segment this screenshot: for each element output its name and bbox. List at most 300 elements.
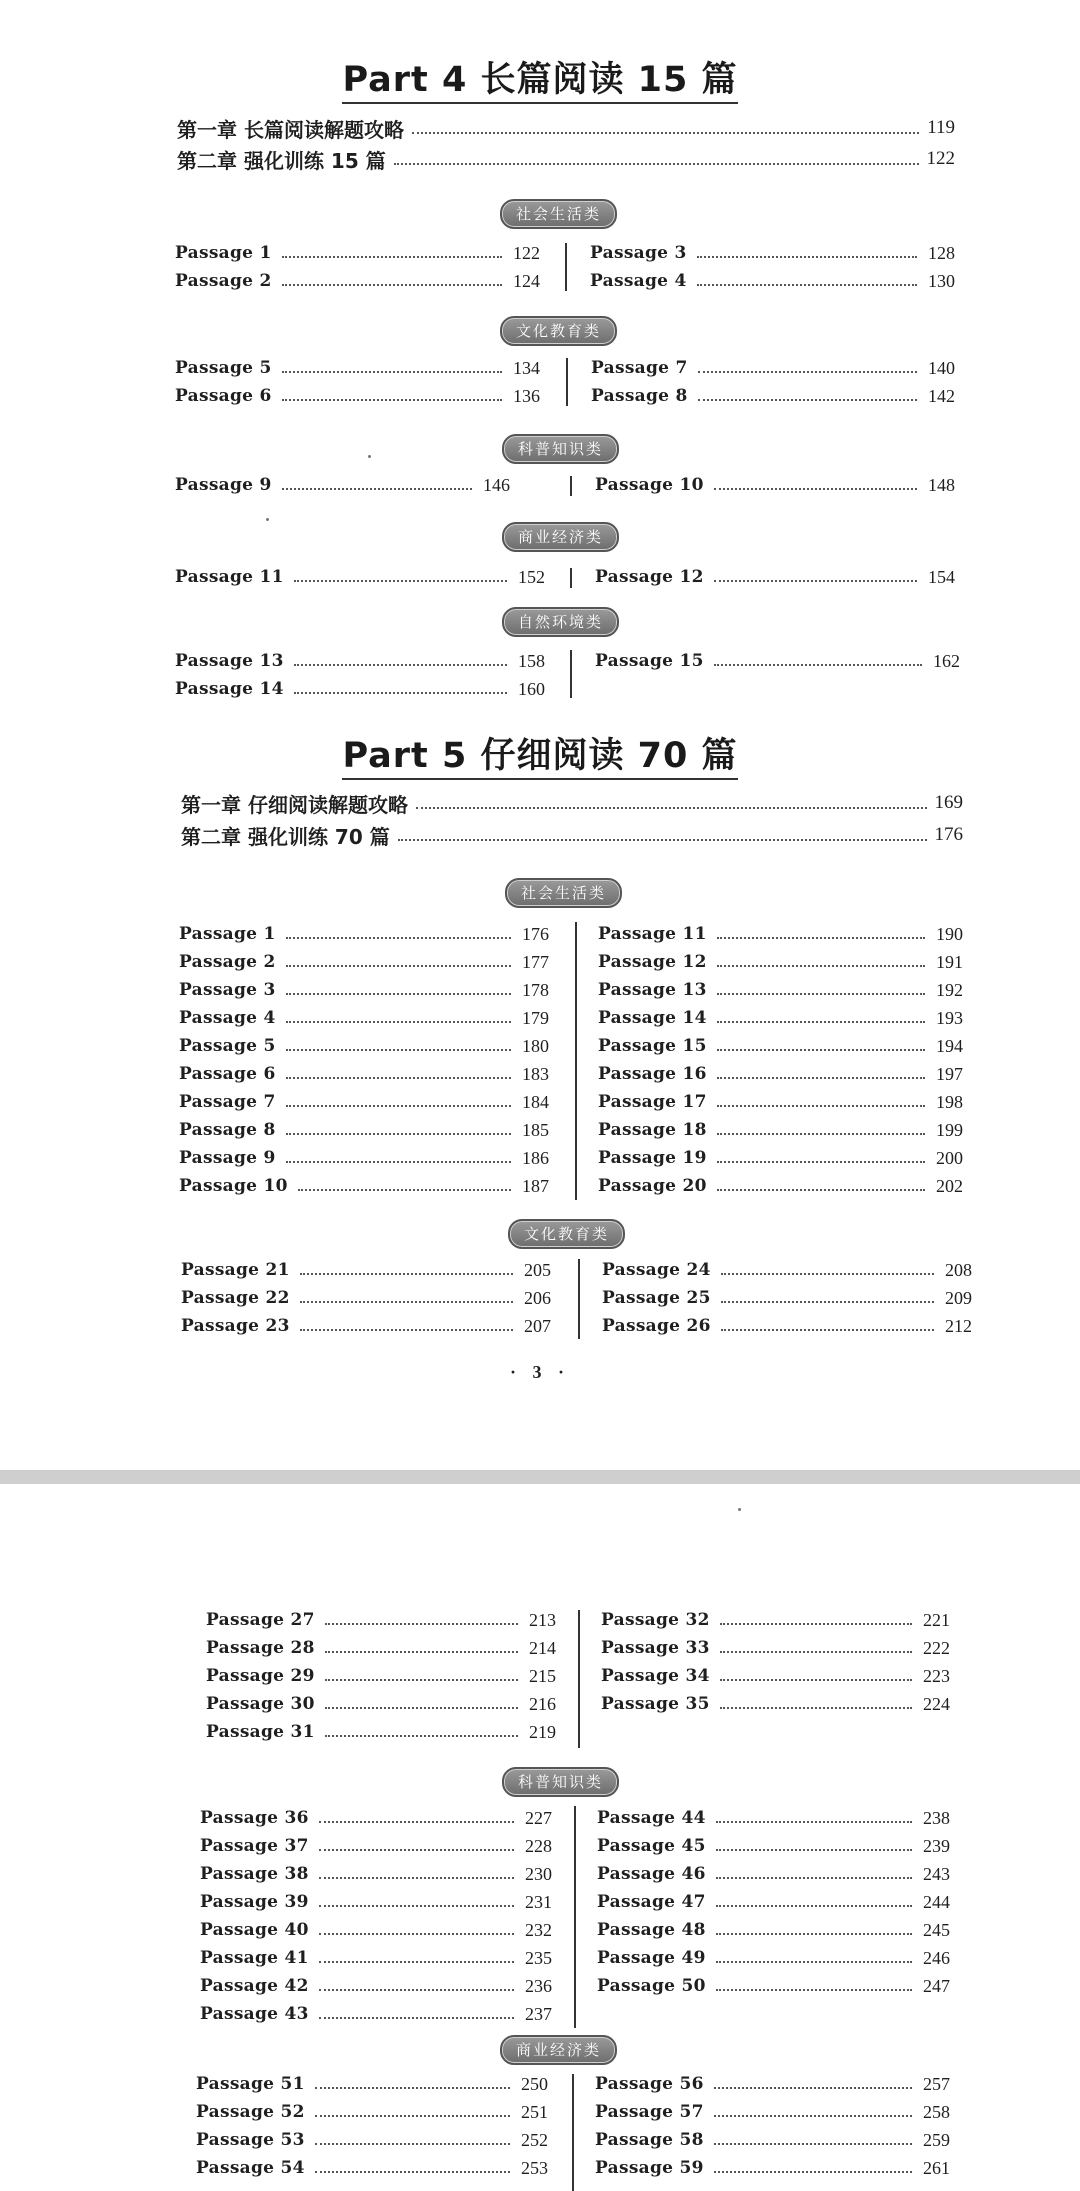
toc-entry[interactable] [179, 1172, 549, 1200]
passage-title: Passage 40 [200, 1920, 309, 1940]
page-number: 235 [525, 1947, 552, 1968]
passage-title: Passage 49 [597, 1948, 706, 1968]
passage-title: Passage 23 [181, 1316, 290, 1336]
passage-title: Passage 4 [590, 271, 687, 291]
column-divider [570, 476, 572, 496]
dot-leader [319, 1989, 514, 1991]
chapter-link[interactable] [177, 112, 955, 144]
passage-title: Passage 35 [601, 1694, 710, 1714]
toc-entry[interactable] [206, 1690, 556, 1718]
passage-title: Passage 24 [602, 1260, 711, 1280]
section-badge: 社会生活类 [505, 878, 622, 908]
page-number: 176 [522, 923, 549, 944]
passage-title: Passage 47 [597, 1892, 706, 1912]
page-number: 231 [525, 1891, 552, 1912]
passage-title: Passage 37 [200, 1836, 309, 1856]
passage-title: Passage 57 [595, 2102, 704, 2122]
passage-title: Passage 30 [206, 1694, 315, 1714]
toc-entry[interactable] [598, 1144, 963, 1172]
toc-entry[interactable] [206, 1662, 556, 1690]
passage-title: Passage 56 [595, 2074, 704, 2094]
dot-leader [721, 1301, 934, 1303]
toc-entry[interactable] [598, 920, 963, 948]
page-number: 223 [923, 1665, 950, 1686]
passage-title: Passage 2 [175, 271, 272, 291]
dot-leader [717, 1161, 925, 1163]
dot-leader [714, 580, 917, 582]
toc-entry[interactable] [175, 354, 540, 382]
dot-leader [325, 1679, 518, 1681]
passage-title: Passage 31 [206, 1722, 315, 1742]
page-number: 238 [923, 1807, 950, 1828]
passage-title: Passage 5 [175, 358, 272, 378]
toc-entry[interactable] [179, 1004, 549, 1032]
toc-entry[interactable] [591, 382, 955, 410]
passage-title: Passage 48 [597, 1920, 706, 1940]
page-number: 205 [524, 1259, 551, 1280]
page-number: 124 [513, 270, 540, 291]
toc-entry[interactable] [597, 1888, 950, 1916]
page-number: 219 [529, 1721, 556, 1742]
dot-leader [298, 1189, 511, 1191]
toc-column [597, 1804, 950, 2000]
chapter-page: 119 [927, 117, 955, 138]
toc-column [595, 563, 955, 591]
dot-leader [315, 2087, 510, 2089]
toc-entry[interactable] [175, 647, 545, 675]
chapter-page: 176 [934, 824, 963, 845]
column-divider [578, 1610, 580, 1748]
dot-leader [716, 1933, 912, 1935]
passage-title: Passage 6 [179, 1064, 276, 1084]
passage-title: Passage 33 [601, 1638, 710, 1658]
dot-leader [412, 132, 919, 134]
column-divider [570, 568, 572, 588]
toc-entry[interactable] [200, 1944, 552, 1972]
passage-title: Passage 42 [200, 1976, 309, 1996]
page-number: 236 [525, 1975, 552, 1996]
dot-leader [282, 399, 502, 401]
dot-leader [319, 1877, 514, 1879]
passage-title: Passage 52 [196, 2102, 305, 2122]
toc-column [595, 471, 955, 499]
dot-leader [716, 1849, 912, 1851]
chapter-label: 第二章 强化训练 15 篇 [177, 148, 386, 173]
toc-entry[interactable] [200, 1860, 552, 1888]
passage-title: Passage 9 [179, 1148, 276, 1168]
passage-title: Passage 39 [200, 1892, 309, 1912]
passage-title: Passage 1 [175, 243, 272, 263]
passage-title: Passage 1 [179, 924, 276, 944]
toc-entry[interactable] [591, 354, 955, 382]
passage-title: Passage 26 [602, 1316, 711, 1336]
toc-entry[interactable] [181, 1284, 551, 1312]
dot-leader [294, 692, 507, 694]
toc-entry[interactable] [179, 976, 549, 1004]
passage-title: Passage 32 [601, 1610, 710, 1630]
page-number: 245 [923, 1919, 950, 1940]
toc-entry[interactable] [179, 1144, 549, 1172]
page-number: 252 [521, 2129, 548, 2150]
passage-title: Passage 11 [175, 567, 284, 587]
section-badge: 文化教育类 [508, 1219, 625, 1249]
toc-entry[interactable] [602, 1284, 972, 1312]
scan-speck [738, 1508, 741, 1511]
passage-title: Passage 8 [179, 1120, 276, 1140]
passage-title: Passage 3 [590, 243, 687, 263]
passage-title: Passage 38 [200, 1864, 309, 1884]
dot-leader [325, 1735, 518, 1737]
toc-column [175, 563, 545, 591]
page-number: 209 [945, 1287, 972, 1308]
toc-entry[interactable] [595, 2098, 950, 2126]
dot-leader [721, 1273, 934, 1275]
dot-leader [717, 1077, 925, 1079]
toc-entry[interactable] [179, 920, 549, 948]
toc-column [175, 471, 510, 499]
chapter-link[interactable] [181, 819, 963, 851]
page-number: 243 [923, 1863, 950, 1884]
passage-title: Passage 2 [179, 952, 276, 972]
toc-entry[interactable] [597, 1804, 950, 1832]
passage-title: Passage 41 [200, 1948, 309, 1968]
toc-entry[interactable] [598, 1004, 963, 1032]
section-badge: 社会生活类 [500, 199, 617, 229]
chapter-label: 第一章 长篇阅读解题攻略 [177, 117, 404, 142]
column-divider [566, 358, 568, 406]
page-number: 213 [529, 1609, 556, 1630]
dot-leader [282, 284, 502, 286]
column-divider [575, 922, 577, 1200]
dot-leader [714, 2087, 912, 2089]
dot-leader [300, 1273, 513, 1275]
passage-title: Passage 20 [598, 1176, 707, 1196]
passage-title: Passage 7 [179, 1092, 276, 1112]
passage-title: Passage 15 [598, 1036, 707, 1056]
toc-entry[interactable] [601, 1690, 950, 1718]
toc-entry[interactable] [196, 2154, 548, 2182]
chapter-link[interactable] [181, 787, 963, 819]
toc-entry[interactable] [206, 1606, 556, 1634]
chapter-link[interactable] [177, 143, 955, 175]
toc-entry[interactable] [175, 239, 540, 267]
passage-title: Passage 46 [597, 1864, 706, 1884]
dot-leader [714, 488, 917, 490]
page-number: 146 [483, 474, 510, 495]
dot-leader [325, 1651, 518, 1653]
passage-title: Passage 36 [200, 1808, 309, 1828]
page-number: 215 [529, 1665, 556, 1686]
toc-entry[interactable] [181, 1256, 551, 1284]
page-number: 239 [923, 1835, 950, 1856]
dot-leader [315, 2143, 510, 2145]
toc-entry[interactable] [598, 976, 963, 1004]
passage-title: Passage 12 [598, 952, 707, 972]
part4-title [0, 52, 1080, 102]
toc-column [595, 2070, 950, 2182]
toc-column [206, 1606, 556, 1746]
page-number: 152 [518, 566, 545, 587]
dot-leader [325, 1707, 518, 1709]
page-number: 224 [923, 1693, 950, 1714]
dot-leader [286, 1049, 511, 1051]
toc-entry[interactable] [595, 647, 960, 675]
passage-title: Passage 43 [200, 2004, 309, 2024]
passage-title: Passage 4 [179, 1008, 276, 1028]
toc-entry[interactable] [175, 675, 545, 703]
toc-column [598, 920, 963, 1200]
page-number: 194 [936, 1035, 963, 1056]
dot-leader [717, 993, 925, 995]
part5-title [0, 728, 1080, 778]
passage-title: Passage 25 [602, 1288, 711, 1308]
passage-title: Passage 16 [598, 1064, 707, 1084]
dot-leader [286, 1105, 511, 1107]
toc-entry[interactable] [179, 1088, 549, 1116]
toc-entry[interactable] [595, 2126, 950, 2154]
toc-entry[interactable] [598, 1116, 963, 1144]
dot-leader [294, 664, 507, 666]
page-number: 230 [525, 1863, 552, 1884]
toc-entry[interactable] [200, 1972, 552, 2000]
chapter-page: 122 [926, 148, 955, 169]
toc-entry[interactable] [597, 1944, 950, 1972]
dot-leader [282, 488, 472, 490]
toc-entry[interactable] [597, 1972, 950, 2000]
passage-title: Passage 51 [196, 2074, 305, 2094]
dot-leader [720, 1651, 912, 1653]
page-number: 237 [525, 2003, 552, 2024]
toc-entry[interactable] [590, 267, 955, 295]
dot-leader [416, 807, 927, 809]
toc-entry[interactable] [597, 1916, 950, 1944]
toc-entry[interactable] [595, 471, 955, 499]
dot-leader [319, 2017, 514, 2019]
page-number: 246 [923, 1947, 950, 1968]
dot-leader [720, 1679, 912, 1681]
passage-title: Passage 5 [179, 1036, 276, 1056]
toc-entry[interactable] [200, 1804, 552, 1832]
scan-speck [266, 518, 269, 521]
toc-entry[interactable] [179, 948, 549, 976]
passage-title: Passage 50 [597, 1976, 706, 1996]
passage-title: Passage 10 [179, 1176, 288, 1196]
page-number: 191 [936, 951, 963, 972]
toc-entry[interactable] [196, 2126, 548, 2154]
page-number: 128 [928, 242, 955, 263]
dot-leader [717, 1049, 925, 1051]
toc-entry[interactable] [595, 563, 955, 591]
page-number: 212 [945, 1315, 972, 1336]
section-badge: 自然环境类 [502, 607, 619, 637]
page-number: 216 [529, 1693, 556, 1714]
page-number: 214 [529, 1637, 556, 1658]
toc-column [175, 239, 540, 295]
dot-leader [716, 1961, 912, 1963]
dot-leader [325, 1623, 518, 1625]
column-divider [572, 2074, 574, 2191]
toc-entry[interactable] [598, 1088, 963, 1116]
dot-leader [717, 937, 925, 939]
dot-leader [286, 1161, 511, 1163]
toc-entry[interactable] [200, 1888, 552, 1916]
page-number: 158 [518, 650, 545, 671]
page-number: 253 [521, 2157, 548, 2178]
dot-leader [721, 1329, 934, 1331]
page-number: 199 [936, 1119, 963, 1140]
toc-entry[interactable] [206, 1718, 556, 1746]
part4-title-text: Part 4 长篇阅读 15 篇 [342, 60, 737, 104]
page-number: 257 [923, 2073, 950, 2094]
toc-entry[interactable] [595, 2070, 950, 2098]
toc-entry[interactable] [196, 2098, 548, 2126]
passage-title: Passage 22 [181, 1288, 290, 1308]
toc-entry[interactable] [200, 2000, 552, 2028]
page-number: 192 [936, 979, 963, 1000]
page-number: 222 [923, 1637, 950, 1658]
toc-entry[interactable] [601, 1662, 950, 1690]
dot-leader [698, 371, 917, 373]
dot-leader [720, 1623, 912, 1625]
page-number: 259 [923, 2129, 950, 2150]
toc-column [196, 2070, 548, 2182]
toc-entry[interactable] [602, 1256, 972, 1284]
dot-leader [319, 1821, 514, 1823]
toc-entry[interactable] [179, 1032, 549, 1060]
chapter-label: 第一章 仔细阅读解题攻略 [181, 792, 408, 817]
section-badge: 文化教育类 [500, 316, 617, 346]
passage-title: Passage 8 [591, 386, 688, 406]
page-separator [0, 1470, 1080, 1484]
dot-leader [294, 580, 507, 582]
toc-column [175, 354, 540, 410]
dot-leader [714, 2115, 912, 2117]
page-number: 202 [936, 1175, 963, 1196]
section-badge: 商业经济类 [502, 522, 619, 552]
page-number: 208 [945, 1259, 972, 1280]
passage-title: Passage 7 [591, 358, 688, 378]
dot-leader [717, 1133, 925, 1135]
page-number: 185 [522, 1119, 549, 1140]
toc-page-4 [0, 1484, 1080, 2191]
dot-leader [286, 1133, 511, 1135]
dot-leader [315, 2115, 510, 2117]
toc-entry[interactable] [206, 1634, 556, 1662]
toc-entry[interactable] [200, 1832, 552, 1860]
toc-entry[interactable] [181, 1312, 551, 1340]
toc-entry[interactable] [196, 2070, 548, 2098]
passage-title: Passage 29 [206, 1666, 315, 1686]
section-badge: 商业经济类 [500, 2035, 617, 2065]
toc-column [175, 647, 545, 703]
toc-column [591, 354, 955, 410]
toc-entry[interactable] [601, 1606, 950, 1634]
page-number: 207 [524, 1315, 551, 1336]
page-number: 232 [525, 1919, 552, 1940]
dot-leader [300, 1301, 513, 1303]
dot-leader [286, 1077, 511, 1079]
dot-leader [286, 937, 511, 939]
dot-leader [282, 371, 502, 373]
page-number: 261 [923, 2157, 950, 2178]
page-number: 140 [928, 357, 955, 378]
passage-title: Passage 3 [179, 980, 276, 1000]
toc-entry[interactable] [601, 1634, 950, 1662]
page-number: 178 [522, 979, 549, 1000]
page-number: 134 [513, 357, 540, 378]
toc-entry[interactable] [175, 382, 540, 410]
page-number: 142 [928, 385, 955, 406]
page-number: 180 [522, 1035, 549, 1056]
page-number: 136 [513, 385, 540, 406]
dot-leader [717, 1189, 925, 1191]
passage-title: Passage 45 [597, 1836, 706, 1856]
passage-title: Passage 59 [595, 2158, 704, 2178]
toc-entry[interactable] [598, 1172, 963, 1200]
passage-title: Passage 13 [598, 980, 707, 1000]
dot-leader [716, 1821, 912, 1823]
passage-title: Passage 14 [598, 1008, 707, 1028]
dot-leader [714, 664, 922, 666]
passage-title: Passage 12 [595, 567, 704, 587]
dot-leader [698, 399, 917, 401]
toc-column [601, 1606, 950, 1718]
toc-entry[interactable] [595, 2154, 950, 2182]
toc-entry[interactable] [175, 563, 545, 591]
dot-leader [697, 284, 917, 286]
toc-entry[interactable] [179, 1116, 549, 1144]
toc-entry[interactable] [598, 1060, 963, 1088]
toc-column [595, 647, 960, 675]
scan-speck [368, 455, 371, 458]
toc-entry[interactable] [200, 1916, 552, 1944]
toc-entry[interactable] [179, 1060, 549, 1088]
passage-title: Passage 53 [196, 2130, 305, 2150]
passage-title: Passage 54 [196, 2158, 305, 2178]
passage-title: Passage 21 [181, 1260, 290, 1280]
page-number: 122 [513, 242, 540, 263]
page-number: 177 [522, 951, 549, 972]
passage-title: Passage 9 [175, 475, 272, 495]
toc-entry[interactable] [597, 1832, 950, 1860]
toc-entry[interactable] [602, 1312, 972, 1340]
page-number: 258 [923, 2101, 950, 2122]
passage-title: Passage 17 [598, 1092, 707, 1112]
passage-title: Passage 58 [595, 2130, 704, 2150]
toc-entry[interactable] [598, 1032, 963, 1060]
dot-leader [319, 1849, 514, 1851]
dot-leader [286, 993, 511, 995]
passage-title: Passage 44 [597, 1808, 706, 1828]
page-number: 228 [525, 1835, 552, 1856]
toc-entry[interactable] [598, 948, 963, 976]
page-number: 160 [518, 678, 545, 699]
passage-title: Passage 10 [595, 475, 704, 495]
dot-leader [394, 163, 919, 165]
page-number: 244 [923, 1891, 950, 1912]
page-number: 186 [522, 1147, 549, 1168]
column-divider [570, 650, 572, 698]
column-divider [574, 1806, 576, 2028]
toc-entry[interactable] [175, 267, 540, 295]
toc-entry[interactable] [590, 239, 955, 267]
toc-entry[interactable] [175, 471, 510, 499]
dot-leader [716, 1989, 912, 1991]
page-number: 187 [522, 1175, 549, 1196]
toc-column [200, 1804, 552, 2028]
toc-entry[interactable] [597, 1860, 950, 1888]
dot-leader [716, 1905, 912, 1907]
